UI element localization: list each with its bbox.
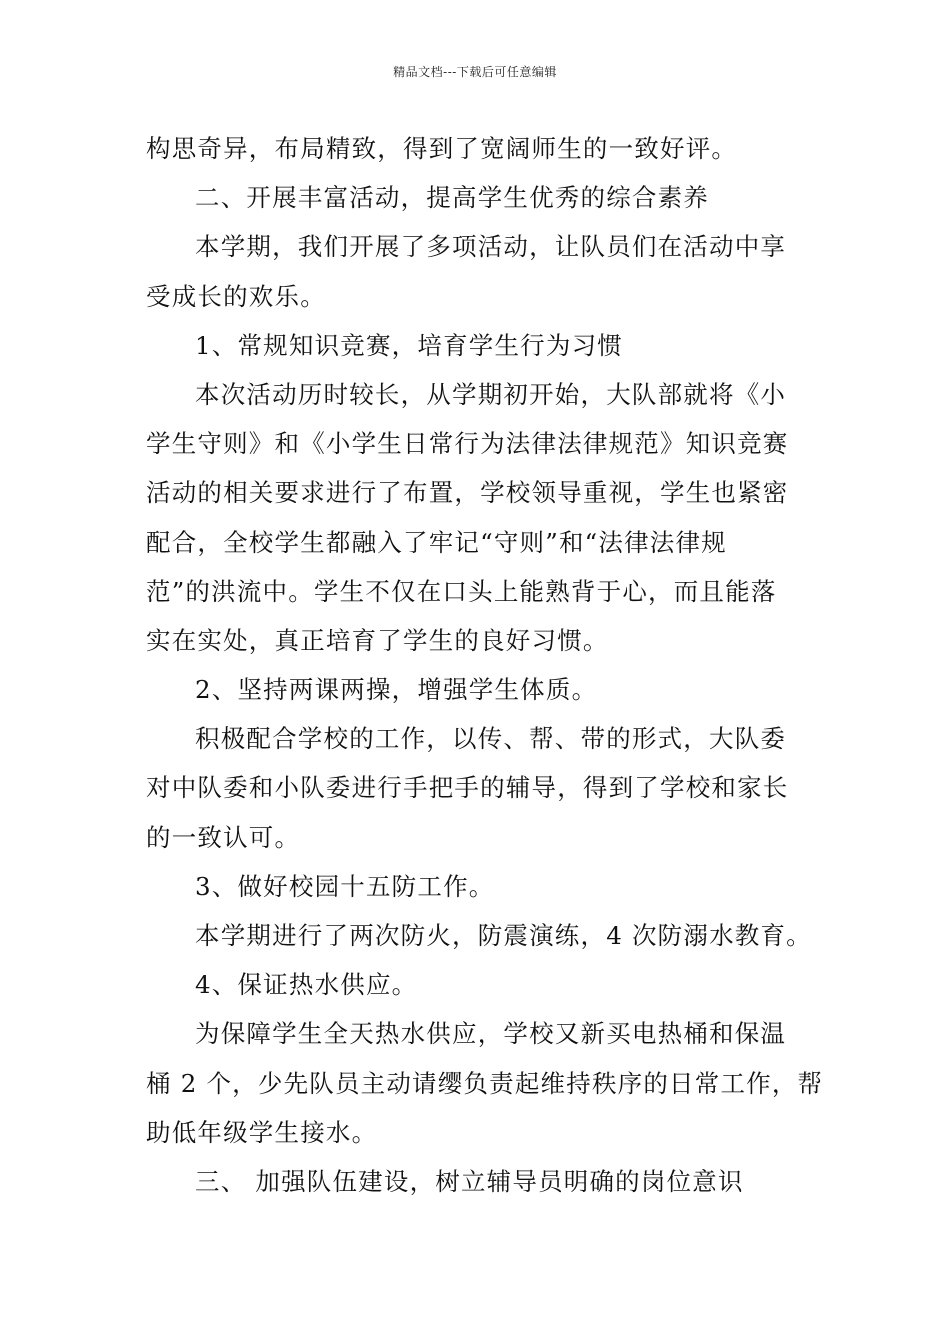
- text-line: 的一致认可。: [146, 822, 301, 852]
- text-line: 配合，全校学生都融入了牢记“守则”和“法律法律规: [146, 527, 727, 557]
- text-line: 范”的洪流中。学生不仅在口头上能熟背于心，而且能落: [146, 576, 777, 606]
- section-heading: 三、 加强队伍建设，树立辅导员明确的岗位意识: [195, 1166, 744, 1196]
- text-line: 为保障学生全天热水供应，学校又新买电热桶和保温: [195, 1019, 787, 1049]
- subsection-heading: 1、常规知识竞赛，培育学生行为习惯: [195, 330, 623, 360]
- text-line: 积极配合学校的工作，以传、帮、带的形式，大队委: [195, 724, 787, 754]
- text-line: 构思奇异，布局精致，得到了宽阔师生的一致好评。: [146, 134, 738, 163]
- text-line: 本学期，我们开展了多项活动，让队员们在活动中享: [195, 232, 787, 262]
- text-line: 受成长的欢乐。: [146, 281, 326, 311]
- subsection-heading: 4、保证热水供应。: [195, 970, 418, 1000]
- text-line: 对中队委和小队委进行手把手的辅导，得到了学校和家长: [146, 773, 789, 803]
- page-header: 精品文档---下载后可任意编辑: [393, 65, 557, 79]
- text-line: 学生守则》和《小学生日常行为法律法律规范》知识竞赛: [146, 429, 789, 459]
- text-line: 本次活动历时较长，从学期初开始，大队部就将《小: [195, 379, 787, 409]
- text-line: 活动的相关要求进行了布置，学校领导重视，学生也紧密: [146, 478, 789, 508]
- subsection-heading: 3、做好校园十五防工作。: [195, 871, 495, 901]
- section-heading: 二、开展丰富活动，提高学生优秀的综合素养: [195, 183, 709, 213]
- text-line: 助低年级学生接水。: [146, 1117, 378, 1147]
- document-body: [146, 124, 824, 1206]
- text-line: 本学期进行了两次防火，防震演练，4 次防溺水教育。: [195, 921, 812, 950]
- subsection-heading: 2、坚持两课两操，增强学生体质。: [195, 675, 598, 705]
- text-line: 桶 2 个，少先队员主动请缨负责起维持秩序的日常工作，帮: [146, 1068, 824, 1098]
- text-line: 实在实处，真正培育了学生的良好习惯。: [146, 625, 609, 655]
